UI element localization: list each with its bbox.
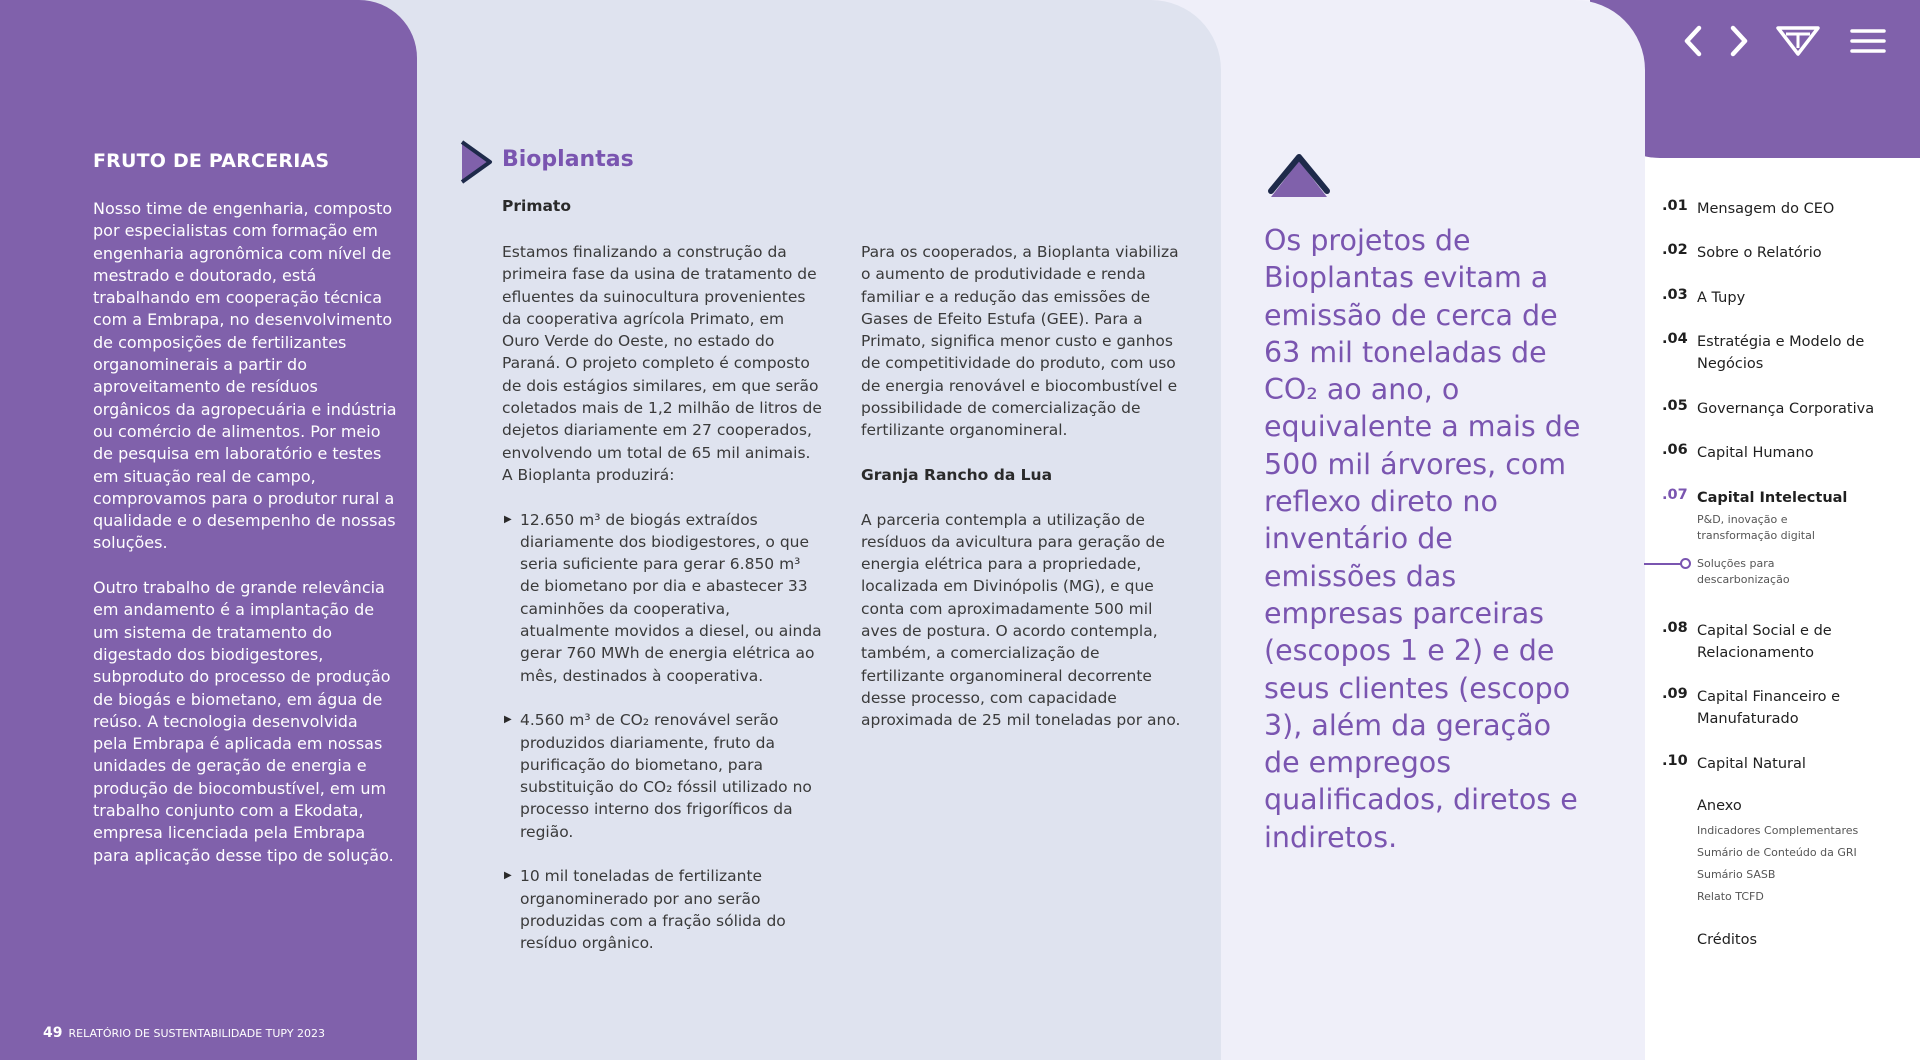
nav-number: .02 (1662, 242, 1688, 258)
nav-item-capital-intelectual[interactable] (1662, 487, 1847, 509)
nav-item-governanca[interactable] (1662, 398, 1874, 420)
play-triangle-icon (458, 140, 494, 184)
nav-number: .01 (1662, 198, 1688, 214)
nav-label: Capital Social e de Relacionamento (1697, 623, 1832, 661)
nav-item-creditos[interactable]: Créditos (1697, 932, 1758, 948)
nav-number: .05 (1662, 398, 1688, 414)
nav-subitem-descarbonizacao[interactable]: Soluções para descarbonização (1697, 557, 1790, 586)
content-column-2 (861, 241, 1181, 754)
nav-label: Capital Intelectual (1697, 490, 1848, 506)
section-title: FRUTO DE PARCERIAS (93, 150, 330, 172)
list-item-text: 12.650 m³ de biogás extraídos diariamente dos biodigestores, o que seria suficiente para gerar 6.850 m³ de biometano por dia e abastecer 33 caminhões da cooperativa, atualmente movidos a diesel, ou ainda gerar 760 MWh de energia elétrica ao mês, destinados à cooperativa. (520, 510, 822, 685)
nav-item-capital-financeiro[interactable] (1662, 686, 1857, 730)
nav-subitem-pd[interactable]: P&D, inovação e transformação digital (1697, 513, 1815, 542)
report-name: RELATÓRIO DE SUSTENTABILIDADE TUPY 2023 (68, 1027, 326, 1040)
list-item-text: 4.560 m³ de CO₂ renovável serão produzidos diariamente, fruto da purificação do biometano, para substituição do CO₂ fóssil utilizado no processo interno dos frigoríficos da região. (520, 711, 812, 841)
nav-item-estrategia[interactable] (1662, 331, 1867, 375)
output-list (502, 509, 822, 955)
chevron-right-icon[interactable] (1726, 24, 1752, 58)
nav-item-capital-natural[interactable] (1662, 753, 1806, 775)
left-paragraph: Outro trabalho de grande relevância em andamento é a implantação de um sistema de tratamento do digestado dos biodigestores, subproduto do processo de produção de biogás e biometano, em água de reúso. A tecnologia desenvolvida pela Embrapa é aplicada em nossas unidades de geração de energia e produção de biocombustível, em um trabalho conjunto com a Ekodata, empresa licenciada pela Embrapa para aplicação desse tipo de solução. (93, 578, 394, 865)
granja-paragraph: A parceria contempla a utilização de resíduos da avicultura para geração de energia elétrica para a propriedade, localizada em Divinópolis (MG), e que conta com aproximadamente 500 mil aves de postura. O acordo contempla, também, a comercialização de fertilizante organomineral decorrente desse processo, com capacidade aproximada de 25 mil toneladas por ano. (861, 510, 1181, 730)
nav-number: .10 (1662, 753, 1688, 769)
nav-subitem-tcfd[interactable]: Relato TCFD (1697, 890, 1764, 903)
nav-item-capital-social[interactable] (1662, 620, 1857, 664)
nav-item-anexo[interactable]: Anexo (1697, 798, 1742, 814)
nav-number: .04 (1662, 331, 1688, 347)
nav-number: .06 (1662, 442, 1688, 458)
nav-item-relatorio[interactable] (1662, 242, 1822, 264)
granja-heading: Granja Rancho da Lua (861, 465, 1053, 484)
chevron-left-icon[interactable] (1680, 24, 1706, 58)
cooperados-paragraph: Para os cooperados, a Bioplanta viabiliza o aumento de produtividade e renda familiar e a redução das emissões de Gases de Efeito Estufa (GEE). Para a Primato, significa menor custo e ganhos de competitividade do produto, com uso de energia renovável e biocombustível e possibilidade de comercialização de fertilizante organomineral. (861, 243, 1179, 440)
list-item-text: 10 mil toneladas de fertilizante organominerado por ano serão produzidas com a fração sólida do resíduo orgânico. (520, 867, 786, 953)
nav-label: Sobre o Relatório (1697, 245, 1822, 261)
list-item (502, 509, 822, 687)
nav-label: Capital Financeiro e Manufaturado (1697, 689, 1840, 727)
primato-heading: Primato (502, 197, 571, 215)
nav-subitem-indicadores[interactable]: Indicadores Complementares (1697, 824, 1859, 837)
tupy-logo-icon[interactable] (1776, 24, 1820, 58)
highlight-quote: Os projetos de Bioplantas evitam a emissão de cerca de 63 mil toneladas de CO₂ ao ano, o equivalente a mais de 500 mil árvores, com reflexo direto no inventário de emissões das empresas parceiras (escopos 1 e 2) e de seus clientes (escopo 3), além da geração de empregos qualificados, diretos e indiretos. (1264, 224, 1581, 854)
primato-intro: Estamos finalizando a construção da primeira fase da usina de tratamento de efluentes da suinocultura provenientes da cooperativa agrícola Primato, em Ouro Verde do Oeste, no estado do Paraná. O projeto completo é composto de dois estágios similares, em que serão coletados mais de 1,2 milhão de litros de dejetos diariamente em 27 cooperados, envolvendo um total de 65 mil animais. A Bioplanta produzirá: (502, 243, 822, 484)
nav-item-capital-humano[interactable] (1662, 442, 1814, 464)
hamburger-menu-icon[interactable] (1850, 28, 1886, 54)
nav-label: A Tupy (1697, 290, 1746, 306)
nav-label: Estratégia e Modelo de Negócios (1697, 334, 1865, 372)
nav-subitem-sasb[interactable]: Sumário SASB (1697, 868, 1776, 881)
page-footer (43, 1025, 325, 1041)
nav-item-tupy[interactable] (1662, 287, 1745, 309)
left-body (93, 198, 397, 889)
nav-number: .08 (1662, 620, 1688, 636)
nav-number: .07 (1662, 487, 1688, 503)
active-indicator-dot (1680, 558, 1691, 569)
list-item (502, 865, 822, 954)
left-paragraph: Nosso time de engenharia, composto por especialistas com formação em engenharia agronômica com nível de mestrado e doutorado, está trabalhando em cooperação técnica com a Embrapa, no desenvolvimento de composições de fertilizantes organominerais a partir do aproveitamento de resíduos orgânicos da agropecuária e indústria ou comércio de alimentos. Por meio de pesquisa em laboratório e testes em situação real de campo, comprovamos para o produtor rural a qualidade e o desempenho de nossas soluções. (93, 199, 397, 553)
bioplantas-title: Bioplantas (502, 147, 634, 172)
nav-number: .03 (1662, 287, 1688, 303)
nav-label: Capital Humano (1697, 445, 1814, 461)
nav-number: .09 (1662, 686, 1688, 702)
active-indicator-line (1644, 563, 1684, 565)
bullet-arrow-icon: ▶ (504, 513, 512, 525)
nav-label: Governança Corporativa (1697, 401, 1875, 417)
content-column-1 (502, 241, 822, 977)
page-number: 49 (43, 1025, 63, 1041)
nav-label: Mensagem do CEO (1697, 201, 1835, 217)
list-item (502, 709, 822, 843)
nav-subitem-gri[interactable]: Sumário de Conteúdo da GRI (1697, 846, 1857, 859)
nav-label: Capital Natural (1697, 756, 1806, 772)
bullet-arrow-icon: ▶ (504, 870, 512, 882)
nav-item-ceo[interactable] (1662, 198, 1834, 220)
chevron-up-icon (1265, 151, 1333, 203)
bullet-arrow-icon: ▶ (504, 714, 512, 726)
